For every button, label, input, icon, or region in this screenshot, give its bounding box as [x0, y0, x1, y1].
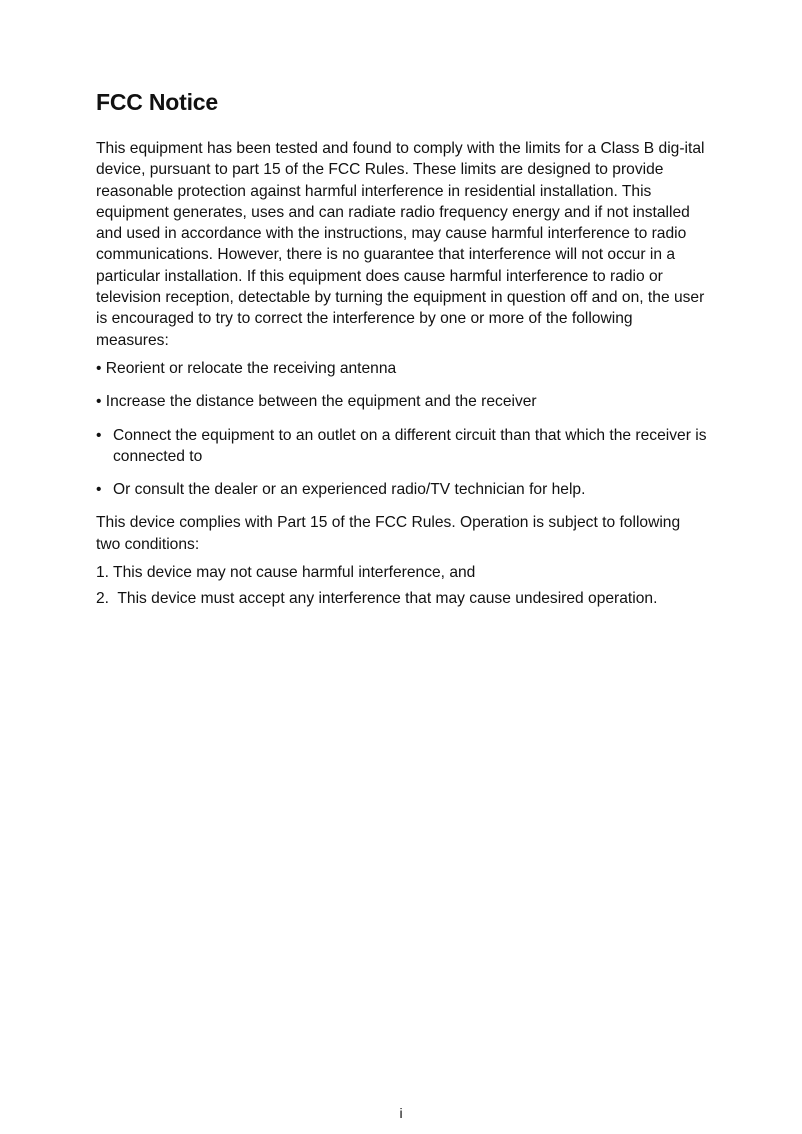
measure-item: • Or consult the dealer or an experienced radio/TV technician for help.: [96, 479, 708, 500]
page-number: i: [399, 1105, 403, 1121]
measure-item: • Increase the distance between the equipment and the receiver: [96, 393, 537, 411]
condition-item: 1. This device may not cause harmful interference, and: [96, 564, 476, 582]
part15-paragraph: This device complies with Part 15 of the FCC Rules. Operation is subject to following two conditions:: [96, 514, 681, 553]
page-title: FCC Notice: [96, 89, 218, 115]
measure-item: • Connect the equipment to an outlet on a different circuit than that which the receiver is connected to: [96, 426, 707, 465]
compliance-paragraph: This equipment has been tested and found to comply with the limits for a Class B dig-ital device, pursuant to part 15 of the FCC Rules. These limits are designed to provide reasonable protection against harmful interference in residential installation. This equipment generates, uses and can radiate radio frequency energy and if not installed and used in accordance with the instructions, may cause harmful interference to radio communications. However, there is no guarantee that interference will not occur in a particular installation. If this equipment does cause harmful interference to radio or television reception, detectable by turning the equipment in question off and on, the user is encouraged to try to correct the interference by one or more of the following measures:: [96, 140, 705, 349]
bullet-marker: •: [96, 481, 102, 499]
notice-body: [96, 138, 708, 615]
condition-item: 2. This device must accept any interference that may cause undesired operation.: [96, 590, 658, 608]
measure-item: • Reorient or relocate the receiving antenna: [96, 359, 397, 377]
bullet-marker: •: [96, 426, 102, 444]
